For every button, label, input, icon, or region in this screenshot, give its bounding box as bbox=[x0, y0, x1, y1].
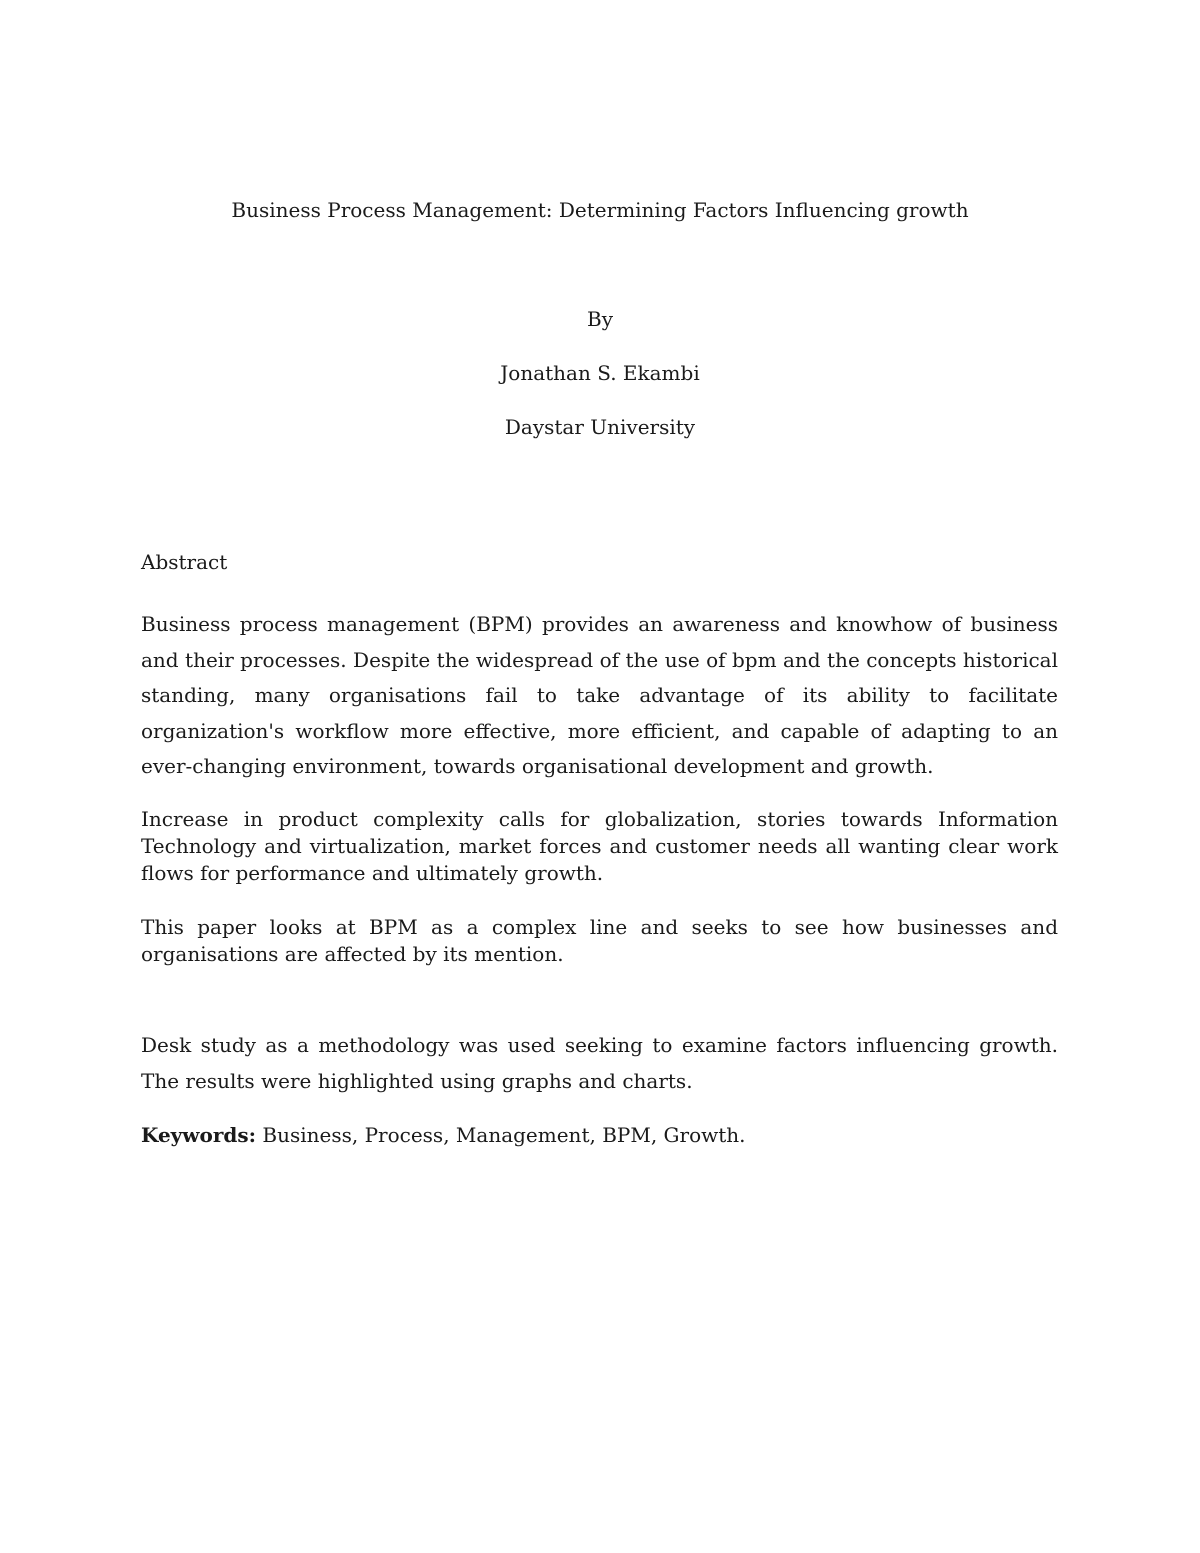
keywords-value: Business, Process, Management, BPM, Growth. bbox=[262, 1123, 746, 1147]
abstract-paragraph-2: Increase in product complexity calls for globalization, stories towards Information Technology and virtualization, market forces and customer needs all wanting clear work flows for performance and ultimately growth. bbox=[141, 807, 1058, 885]
paper-title: Business Process Management: Determining Factors Influencing growth bbox=[231, 198, 969, 222]
abstract-paragraph-3: This paper looks at BPM as a complex line and seeks to see how businesses and organisations are affected by its mention. bbox=[141, 915, 1058, 966]
author-affiliation: Daystar University bbox=[504, 415, 696, 439]
abstract-paragraph-4: Desk study as a methodology was used seeking to examine factors influencing growth. The results were highlighted using graphs and charts. bbox=[141, 1033, 1058, 1093]
keywords-label: Keywords: bbox=[141, 1123, 257, 1147]
author-name: Jonathan S. Ekambi bbox=[500, 361, 700, 385]
keywords-line bbox=[141, 1122, 746, 1148]
abstract-paragraph-1: Business process management (BPM) provides an awareness and knowhow of business and their processes. Despite the widespread of the use of bpm and the concepts historical standing, many organisations fail to take advantage of its ability to facilitate organization's workflow more effective, more efficient, and capable of adapting to an ever-changing environment, towards organisational development and growth. bbox=[141, 612, 1058, 778]
byline: By bbox=[587, 307, 613, 331]
abstract-heading: Abstract bbox=[141, 550, 228, 574]
